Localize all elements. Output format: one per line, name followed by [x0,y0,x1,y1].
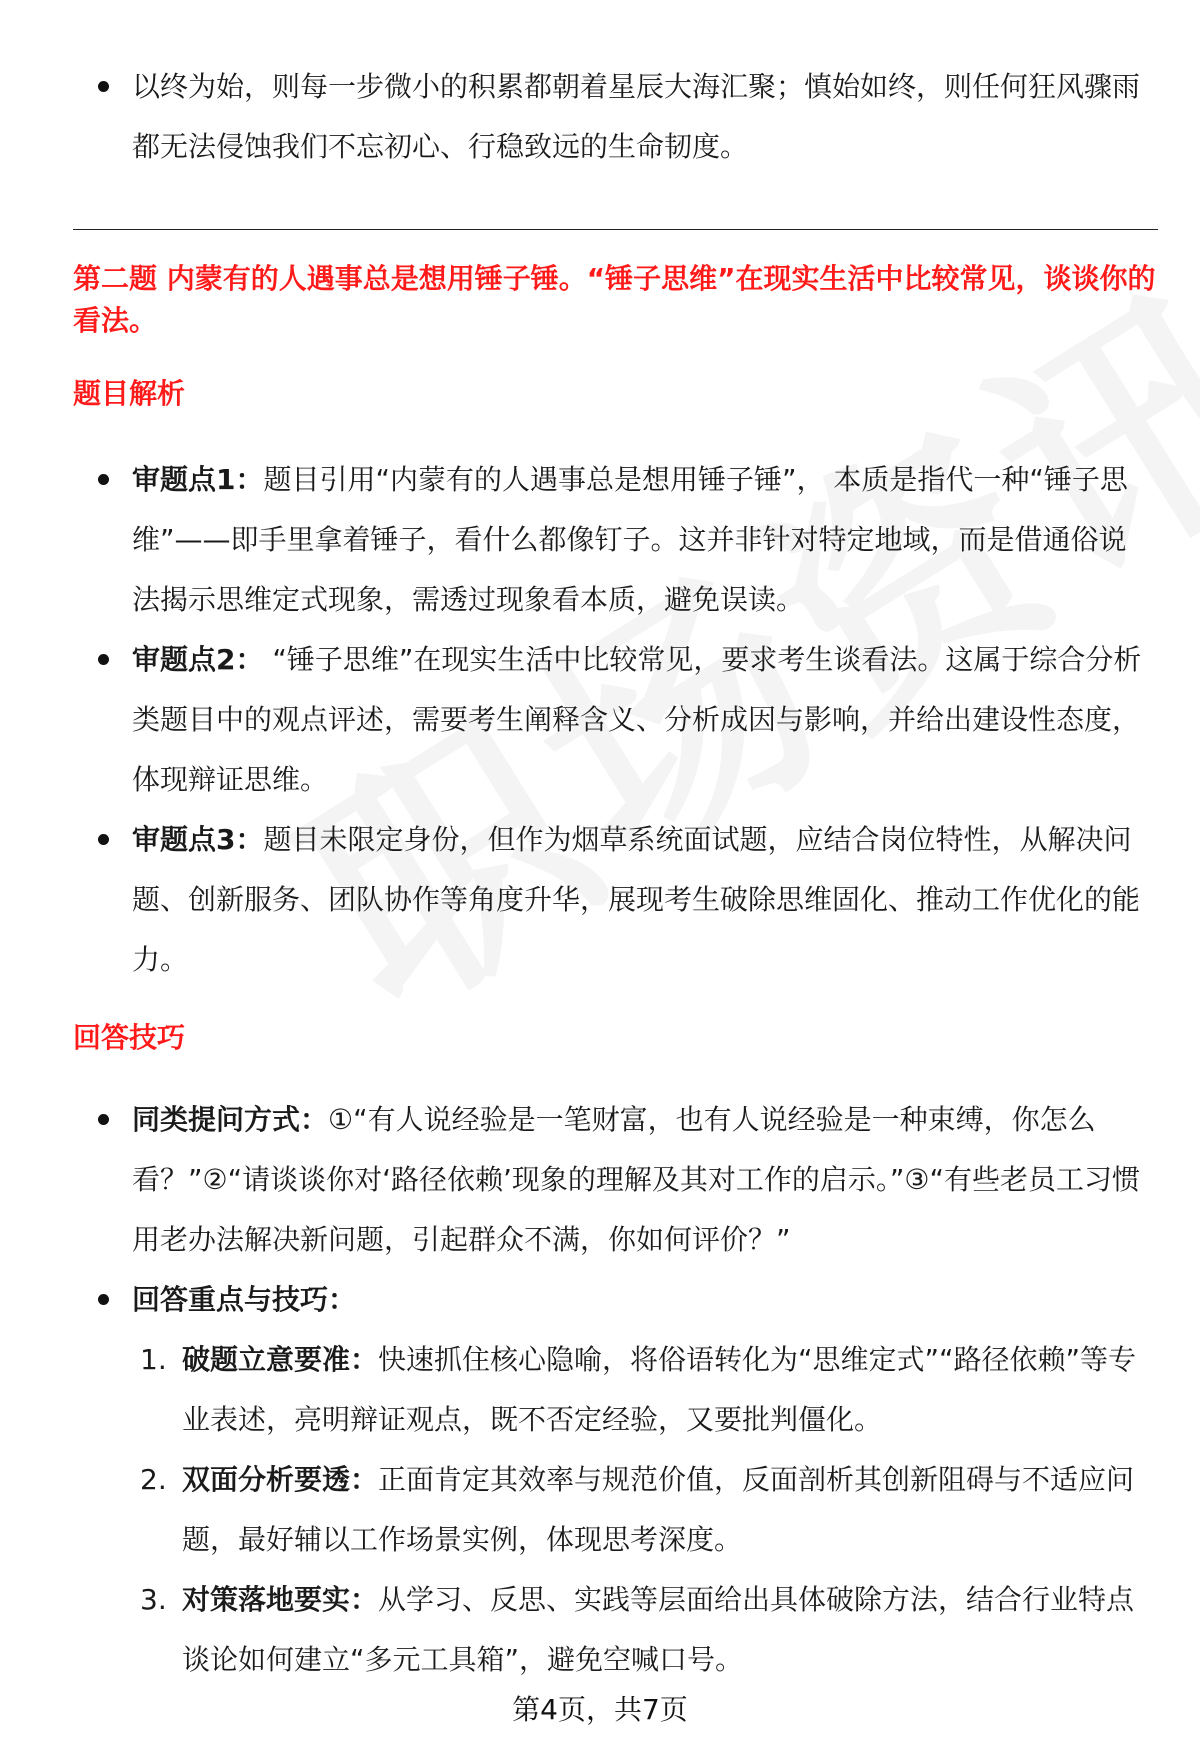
analysis-point-2 [96,630,1146,810]
analysis-point-text: 题目引用“内蒙有的人遇事总是想用锤子锤”， 本质是指代一种“锤子思维”——即手里拿着锤子，看什么都像钉子。这并非针对特定地域，而是借通俗说法揭示思维定式现象，需透过现象看本质，避免误读。 [132,463,1128,616]
tip-label: 双面分析要透： [182,1463,379,1496]
bullet-dot-icon [98,1114,109,1125]
tips-points [96,1090,1146,1330]
analysis-point-1 [96,450,1146,630]
similar-label: 同类提问方式： [132,1103,329,1136]
page-footer: 第4页，共7页 [512,1693,688,1726]
analysis-point-label: 审题点3： [132,823,264,856]
bullet-dot-icon [98,81,109,92]
intro-bullet-text: 以终为始，则每一步微小的积累都朝着星辰大海汇聚；慎始如终，则任何狂风骤雨都无法侵蚀我们不忘初心、行稳致远的生命韧度。 [132,70,1141,163]
tip-item-2 [140,1450,1150,1570]
key-label: 回答重点与技巧： [132,1283,357,1316]
analysis-heading: 题目解析 [73,377,186,410]
bullet-dot-icon [98,1294,109,1305]
analysis-points [96,450,1146,990]
similar-text: ①“有人说经验是一笔财富，也有人说经验是一种束缚，你怎么看？”②“请谈谈你对‘路径依赖’现象的理解及其对工作的启示。”③“有些老员工习惯用老办法解决新问题，引起群众不满，你如何评价？” [132,1103,1141,1256]
bullet-dot-icon [98,654,109,665]
analysis-point-label: 审题点1： [132,463,264,496]
tips-numbered-list [140,1330,1150,1690]
list-item [96,57,1146,177]
section-divider [73,229,1158,230]
bullet-dot-icon [98,834,109,845]
analysis-point-3 [96,810,1146,990]
analysis-point-label: 审题点2： [132,643,264,676]
similar-questions [96,1090,1146,1270]
question-title: 第二题 内蒙有的人遇事总是想用锤子锤。“锤子思维”在现实生活中比较常见，谈谈你的看法。 [73,262,1156,337]
tip-number: 2. [140,1463,167,1496]
tip-label: 对策落地要实： [182,1583,379,1616]
tip-item-1 [140,1330,1150,1450]
tip-text: 快速抓住核心隐喻，将俗语转化为“思维定式”“路径依赖”等专业表述，亮明辩证观点，既不否定经验，又要批判僵化。 [182,1343,1137,1436]
tip-number: 1. [140,1343,167,1376]
tips-heading: 回答技巧 [73,1021,186,1054]
analysis-point-text: “锤子思维”在现实生活中比较常见，要求考生谈看法。这属于综合分析类题目中的观点评述，需要考生阐释含义、分析成因与影响，并给出建设性态度，体现辩证思维。 [132,643,1142,796]
tip-item-3 [140,1570,1150,1690]
bullet-dot-icon [98,474,109,485]
key-points [96,1270,1146,1330]
tip-text: 正面肯定其效率与规范价值，反面剖析其创新阻碍与不适应问题，最好辅以工作场景实例，体现思考深度。 [182,1463,1135,1556]
tip-text: 从学习、反思、实践等层面给出具体破除方法，结合行业特点谈论如何建立“多元工具箱”，避免空喊口号。 [182,1583,1135,1676]
analysis-point-text: 题目未限定身份，但作为烟草系统面试题，应结合岗位特性，从解决问题、创新服务、团队协作等角度升华，展现考生破除思维固化、推动工作优化的能力。 [132,823,1141,976]
intro-bullet-list [96,57,1146,177]
tip-label: 破题立意要准： [182,1343,379,1376]
tip-number: 3. [140,1583,167,1616]
